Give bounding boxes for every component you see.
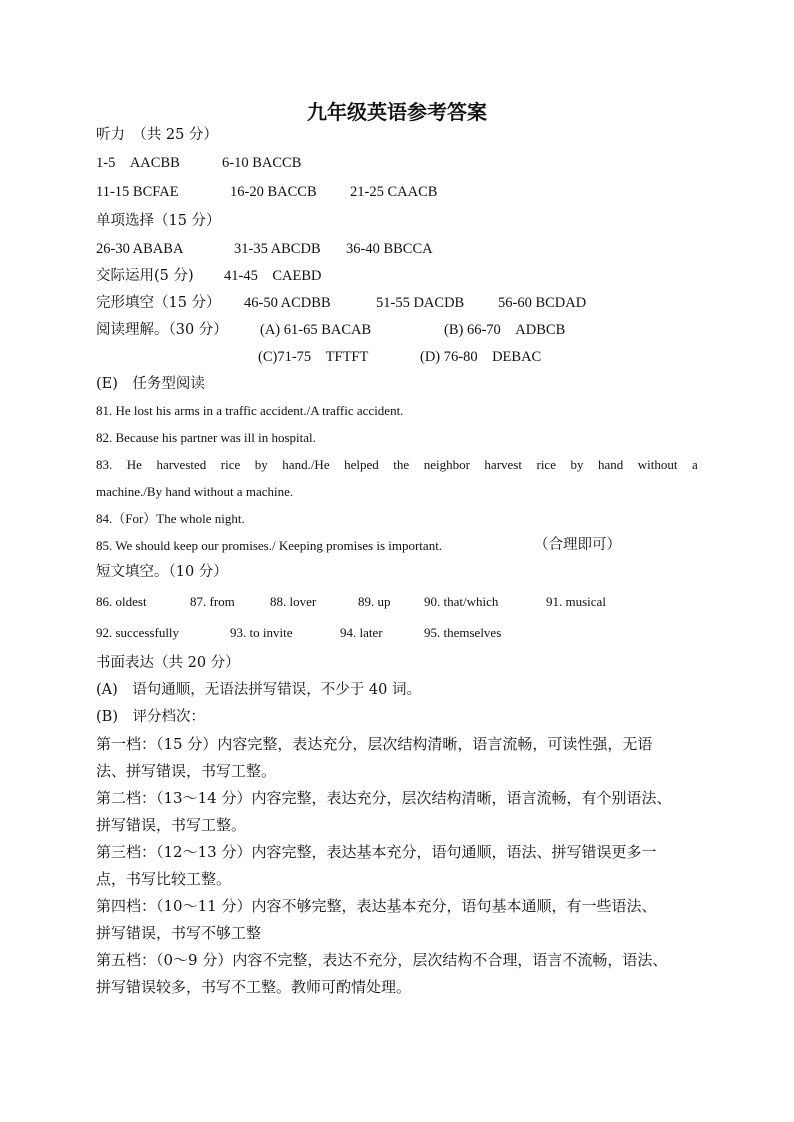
answer-51-55: 51-55 DACDB — [376, 295, 465, 311]
answer-83-word: hand./He — [282, 457, 330, 472]
answer-31-35: 31-35 ABCDB — [234, 241, 321, 257]
answer-83-word: by — [570, 457, 584, 472]
page-title: 九年级英语参考答案 — [307, 100, 487, 124]
answer-16-20: 16-20 BACCB — [230, 184, 317, 200]
listening-heading: 听力 （共 25 分） — [96, 127, 218, 143]
answer-56-60: 56-60 BCDAD — [498, 295, 587, 311]
answer-41-45: 41-45 CAEBD — [224, 268, 322, 284]
single-choice-heading: 单项选择（15 分） — [96, 213, 221, 229]
answer-83-word: harvested — [156, 457, 207, 472]
reading-a-answer: (A) 61-65 BACAB — [260, 322, 372, 338]
answer-83-word: harvest — [484, 457, 522, 472]
answer-93: 93. to invite — [230, 625, 293, 640]
grade-2-line1: 第二档：（13～14 分）内容完整，表达充分，层次结构清晰，语言流畅，有个别语法、 — [96, 789, 672, 807]
answer-83-word: He — [126, 457, 142, 472]
writing-heading: 书面表达（共 20 分） — [96, 655, 240, 671]
grade-5-line2: 拼写错误较多，书写不工整。教师可酌情处理。 — [96, 978, 412, 996]
answer-83-word: hand — [598, 457, 624, 472]
blank-fill-heading: 短文填空。（10 分） — [96, 564, 228, 580]
answer-83-word: a — [692, 457, 698, 472]
answer-83-word: 83. — [96, 457, 113, 472]
answer-6-10: 6-10 BACCB — [222, 155, 302, 171]
grade-4-line2: 拼写错误，书写不够工整 — [96, 924, 262, 942]
answer-82: 82. Because his partner was ill in hospital. — [96, 430, 316, 445]
answer-1-5: 1-5 AACBB — [96, 155, 180, 171]
answer-84: 84.（For）The whole night. — [96, 511, 245, 526]
reading-heading: 阅读理解。（30 分） — [96, 322, 228, 338]
answer-92: 92. successfully — [96, 625, 180, 640]
answer-91: 91. musical — [546, 594, 606, 609]
grade-3-line1: 第三档：（12～13 分）内容完整，表达基本充分，语句通顺，语法、拼写错误更多一 — [96, 843, 657, 861]
cloze-heading: 完形填空（15 分） — [96, 295, 221, 311]
grade-1-line1: 第一档：（15 分）内容完整，表达充分，层次结构清晰，语言流畅，可读性强，无语 — [96, 735, 653, 753]
grade-3-line2: 点，书写比较工整。 — [96, 870, 232, 888]
answer-83-word: rice — [536, 457, 556, 472]
answer-90: 90. that/which — [424, 594, 499, 609]
answer-85: 85. We should keep our promises./ Keeping promises is important. — [96, 538, 443, 553]
task-reading-heading: (E) 任务型阅读 — [96, 376, 205, 392]
answer-83-word: helped — [344, 457, 379, 472]
grade-2-line2: 拼写错误，书写工整。 — [96, 816, 247, 834]
answer-36-40: 36-40 BBCCA — [346, 241, 433, 257]
answer-81: 81. He lost his arms in a traffic accident./A traffic accident. — [96, 403, 404, 418]
answer-88: 88. lover — [270, 594, 317, 609]
grade-1-line2: 法、拼写错误，书写工整。 — [96, 762, 277, 780]
answer-87: 87. from — [190, 594, 235, 609]
answer-46-50: 46-50 ACDBB — [244, 295, 331, 311]
answer-83-word: by — [254, 457, 268, 472]
answer-83-word: neighbor — [423, 457, 470, 472]
answer-83-word: without — [637, 457, 678, 472]
writing-criterion-b: (B) 评分档次： — [96, 709, 205, 725]
answer-83-line1 — [96, 456, 698, 474]
reading-d-answer: (D) 76-80 DEBAC — [420, 349, 542, 365]
grade-5-line1: 第五档：（0～9 分）内容不完整，表达不充分，层次结构不合理，语言不流畅，语法、 — [96, 951, 668, 969]
answer-83-word: rice — [220, 457, 241, 472]
communication-heading: 交际运用(5 分) — [96, 268, 194, 284]
reading-b-answer: (B) 66-70 ADBCB — [444, 322, 566, 338]
answer-94: 94. later — [340, 625, 383, 640]
answer-26-30: 26-30 ABABA — [96, 241, 184, 257]
answer-11-15: 11-15 BCFAE — [96, 184, 179, 200]
answer-21-25: 21-25 CAACB — [350, 184, 438, 200]
answer-89: 89. up — [358, 594, 391, 609]
answer-83-line2: machine./By hand without a machine. — [96, 484, 294, 499]
grade-4-line1: 第四档：（10～11 分）内容不够完整，表达基本充分，语句基本通顺，有一些语法、 — [96, 897, 657, 915]
answer-85-note: （合理即可） — [534, 537, 621, 553]
answer-95: 95. themselves — [424, 625, 502, 640]
reading-c-answer: (C)71-75 TFTFT — [258, 349, 369, 365]
writing-criterion-a: (A) 语句通顺，无语法拼写错误，不少于 40 词。 — [96, 682, 421, 698]
answer-83-word: the — [393, 457, 410, 472]
answer-86: 86. oldest — [96, 594, 147, 609]
